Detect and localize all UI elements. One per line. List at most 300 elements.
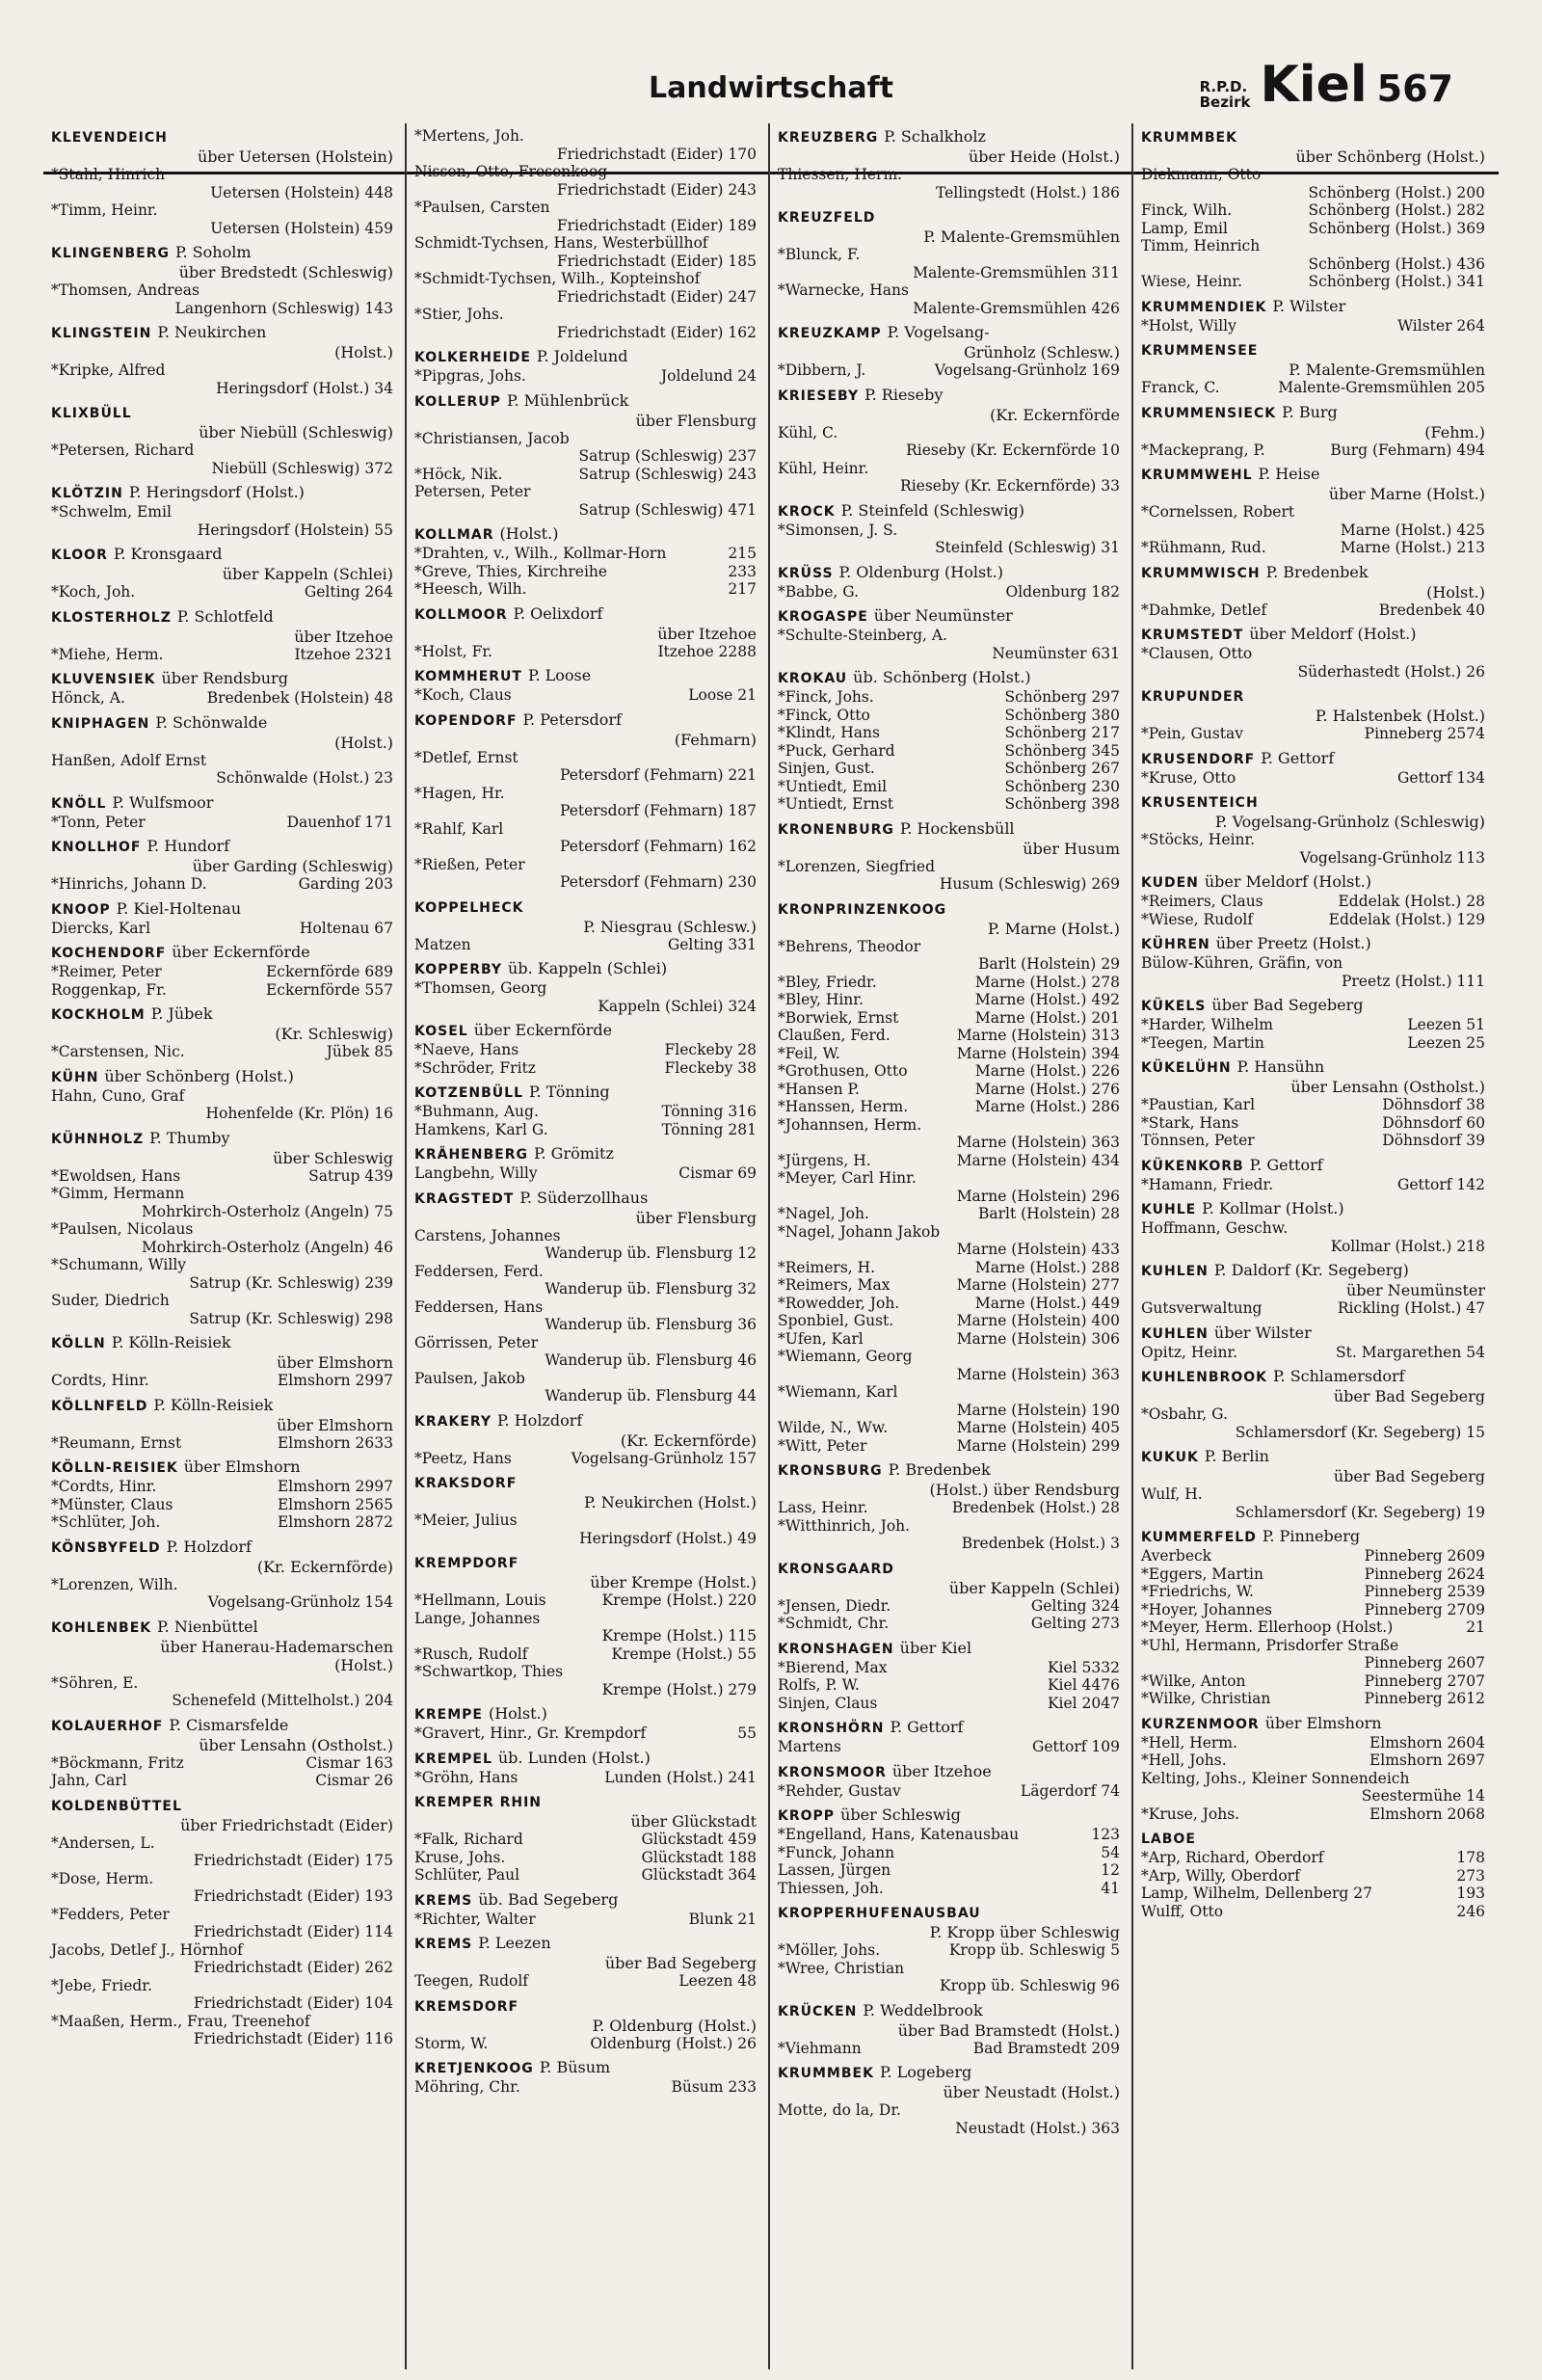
phone-exchange: Mohrkirch-Osterholz (Angeln) 46 bbox=[141, 1238, 393, 1256]
resident-name: *Koch, Claus bbox=[414, 686, 512, 704]
postal-route: P. Süderzollhaus bbox=[519, 1188, 649, 1207]
resident-name: Carstens, Johannes bbox=[414, 1226, 561, 1244]
resident-row bbox=[51, 184, 393, 202]
resident-row bbox=[778, 1826, 1120, 1844]
place-entry bbox=[1141, 1261, 1485, 1318]
place-heading bbox=[1141, 1057, 1485, 1078]
phone-exchange: Satrup (Kr. Schleswig) 239 bbox=[189, 1273, 393, 1292]
place-entry bbox=[1141, 1156, 1485, 1194]
phone-exchange: Wanderup üb. Flensburg 12 bbox=[545, 1244, 757, 1262]
resident-row bbox=[414, 270, 757, 288]
resident-row bbox=[414, 785, 757, 803]
place-entry bbox=[1141, 403, 1485, 460]
resident-row bbox=[51, 963, 393, 981]
place-name: KUDEN bbox=[1141, 875, 1199, 891]
place-name: KREMPEL bbox=[414, 1751, 492, 1767]
resident-row bbox=[51, 1256, 393, 1274]
directory-column bbox=[407, 123, 770, 2369]
resident-row bbox=[51, 1372, 393, 1390]
resident-name: Nissen, Otto, Fresenkoog bbox=[414, 163, 608, 180]
phone-exchange: Hohenfelde (Kr. Plön) 16 bbox=[205, 1105, 393, 1122]
place-name: KOSEL bbox=[414, 1024, 468, 1039]
place-name: KOPENDORF bbox=[414, 712, 518, 729]
place-name: KRUMMBEK bbox=[778, 2066, 874, 2081]
postal-route-line: über Niebüll (Schleswig) bbox=[199, 423, 393, 441]
place-heading bbox=[1141, 403, 1485, 423]
place-name: KUHLEN bbox=[1141, 1325, 1209, 1342]
resident-name: *Eggers, Martin bbox=[1141, 1564, 1263, 1583]
phone-exchange: Uetersen (Holstein) 459 bbox=[210, 219, 393, 237]
resident-row bbox=[51, 1220, 393, 1239]
place-heading bbox=[778, 1460, 1120, 1481]
place-heading bbox=[778, 2063, 1120, 2083]
resident-row bbox=[778, 645, 1120, 663]
resident-row bbox=[51, 1994, 393, 2013]
resident-row bbox=[51, 166, 393, 184]
place-heading bbox=[51, 607, 393, 628]
place-name: KRUMMBEK bbox=[1141, 130, 1237, 146]
resident-row bbox=[51, 1496, 393, 1514]
resident-name: Schlüter, Paul bbox=[414, 1866, 520, 1884]
place-name: KRONSMOOR bbox=[778, 1764, 887, 1780]
place-name: KROPPERHUFENAUSBAU bbox=[778, 1906, 981, 1921]
resident-name: Jahn, Carl bbox=[51, 1772, 127, 1789]
resident-name: *Stahl, Hinrich bbox=[51, 166, 166, 183]
place-heading bbox=[1141, 749, 1485, 769]
place-name: KNÖLL bbox=[51, 795, 107, 812]
resident-name: Hahn, Cuno, Graf bbox=[51, 1086, 185, 1105]
resident-row bbox=[51, 769, 393, 788]
phone-exchange: Satrup (Kr. Schleswig) 298 bbox=[189, 1309, 393, 1327]
place-entry bbox=[51, 483, 393, 539]
postal-route: P. Gettorf bbox=[1261, 748, 1335, 767]
place-heading bbox=[414, 1890, 757, 1911]
phone-exchange: Kiel 5332 bbox=[1047, 1658, 1120, 1676]
place-heading bbox=[51, 1457, 393, 1478]
resident-row bbox=[414, 749, 757, 767]
resident-row bbox=[1141, 317, 1485, 335]
postal-route: P. Weddelbrook bbox=[863, 2000, 983, 2019]
page-number: 567 bbox=[1376, 67, 1453, 110]
place-heading bbox=[778, 2001, 1120, 2021]
resident-name: Lange, Johannes bbox=[414, 1609, 541, 1627]
resident-name: *Rowedder, Joh. bbox=[778, 1294, 900, 1312]
resident-row bbox=[778, 875, 1120, 894]
postal-route: über Elmshorn bbox=[183, 1457, 301, 1476]
resident-row bbox=[778, 1134, 1120, 1152]
resident-name: *Söhren, E. bbox=[51, 1673, 139, 1692]
phone-exchange: 178 bbox=[1456, 1849, 1485, 1866]
place-entry bbox=[1141, 340, 1485, 397]
resident-row bbox=[778, 1295, 1120, 1313]
place-entry bbox=[778, 386, 1120, 495]
resident-row bbox=[778, 1045, 1120, 1063]
resident-name: *Mackeprang, P. bbox=[1141, 441, 1265, 459]
phone-exchange: Vogelsang-Grünholz 154 bbox=[207, 1593, 393, 1611]
resident-row bbox=[414, 580, 757, 599]
resident-name: Storm, W. bbox=[414, 2034, 489, 2052]
place-heading bbox=[1141, 934, 1485, 954]
resident-row bbox=[1141, 1547, 1485, 1565]
resident-name: *Miehe, Herm. bbox=[51, 645, 164, 663]
place-entry bbox=[778, 1559, 1120, 1633]
resident-name: *Nagel, Joh. bbox=[778, 1205, 869, 1222]
postal-route: P. Gettorf bbox=[890, 1718, 964, 1736]
resident-name: *Höck, Nik. bbox=[414, 465, 503, 483]
resident-name: *Wree, Christian bbox=[778, 1959, 905, 1977]
resident-row bbox=[1141, 539, 1485, 557]
phone-exchange: Bad Bramstedt 209 bbox=[972, 2039, 1120, 2057]
phone-exchange: Friedrichstadt (Eider) 189 bbox=[556, 216, 757, 234]
phone-exchange: Marne (Holstein) 434 bbox=[956, 1151, 1120, 1169]
place-name: KOLLMOOR bbox=[414, 606, 508, 623]
place-heading bbox=[51, 1004, 393, 1025]
resident-name: *Peetz, Hans bbox=[414, 1449, 512, 1467]
postal-route-line: über Bad Segeberg bbox=[1333, 1387, 1485, 1405]
phone-exchange: Bredenbek (Holst.) 3 bbox=[961, 1535, 1120, 1552]
place-entry bbox=[414, 1704, 757, 1743]
postal-route: P. Jübek bbox=[150, 1004, 213, 1023]
phone-exchange: Pinneberg 2624 bbox=[1364, 1564, 1485, 1583]
postal-route: P. Wulfsmoor bbox=[112, 792, 214, 812]
phone-exchange: Schönberg 217 bbox=[1004, 724, 1120, 741]
resident-row bbox=[414, 563, 757, 581]
resident-row bbox=[778, 1695, 1120, 1713]
phone-exchange: Eckernförde 557 bbox=[265, 980, 393, 999]
postal-route-line: über Neustadt (Holst.) bbox=[943, 2083, 1120, 2101]
postal-route: über Rendsburg bbox=[161, 669, 288, 687]
phone-exchange: Pinneberg 2612 bbox=[1364, 1690, 1485, 1707]
resident-row bbox=[1141, 503, 1485, 521]
resident-row bbox=[414, 1280, 757, 1298]
district-city: Kiel bbox=[1260, 56, 1368, 114]
postal-route-line: Grünholz (Schlesw.) bbox=[964, 343, 1120, 361]
postal-route: P. Burg bbox=[1282, 402, 1338, 421]
resident-row bbox=[778, 688, 1120, 707]
phone-exchange: Wilster 264 bbox=[1397, 316, 1485, 334]
place-name: KRIESEBY bbox=[778, 388, 860, 404]
phone-exchange: 193 bbox=[1456, 1885, 1485, 1902]
resident-row bbox=[778, 2120, 1120, 2138]
phone-exchange: Gelting 264 bbox=[304, 583, 393, 601]
resident-row bbox=[414, 1263, 757, 1281]
place-name: KOLAUERHOF bbox=[51, 1718, 164, 1734]
resident-name: *Falk, Richard bbox=[414, 1831, 523, 1848]
resident-name: *Gimm, Hermann bbox=[51, 1185, 185, 1202]
phone-exchange: Friedrichstadt (Eider) 247 bbox=[556, 287, 757, 306]
resident-row bbox=[51, 1478, 393, 1496]
resident-name: *Jensen, Diedr. bbox=[778, 1596, 891, 1615]
place-heading bbox=[51, 1796, 393, 1816]
resident-name: Lassen, Jürgen bbox=[778, 1861, 891, 1879]
postal-route: P. Cismarsfelde bbox=[169, 1715, 289, 1734]
resident-name: *Pipgras, Johs. bbox=[414, 367, 526, 385]
resident-row bbox=[1141, 1885, 1485, 1903]
postal-route-line: P. Vogelsang-Grünholz (Schleswig) bbox=[1214, 813, 1485, 831]
phone-exchange: Wanderup üb. Flensburg 32 bbox=[545, 1280, 757, 1297]
resident-name: *Hell, Johs. bbox=[1141, 1752, 1227, 1769]
phone-exchange: 233 bbox=[728, 562, 757, 580]
place-name: KOLDENBÜTTEL bbox=[51, 1798, 182, 1814]
resident-name: Teegen, Rudolf bbox=[414, 1972, 529, 1990]
resident-name: *Funck, Johann bbox=[778, 1843, 895, 1861]
place-name: KREUZKAMP bbox=[778, 326, 882, 341]
rpd-abbrev: R.P.D. bbox=[1199, 78, 1248, 95]
resident-name: Jacobs, Detlef J., Hörnhof bbox=[51, 1940, 243, 1959]
resident-name: *Hoyer, Johannes bbox=[1141, 1600, 1272, 1618]
place-entry bbox=[51, 607, 393, 664]
phone-exchange: Döhnsdorf 38 bbox=[1382, 1096, 1485, 1113]
resident-row bbox=[414, 1450, 757, 1468]
place-name: KUHLEN bbox=[1141, 1264, 1209, 1279]
postal-route: P. Wilster bbox=[1272, 296, 1346, 315]
postal-route: über Wilster bbox=[1213, 1323, 1312, 1342]
resident-row bbox=[1141, 1601, 1485, 1619]
resident-row bbox=[51, 1239, 393, 1257]
resident-row bbox=[414, 1645, 757, 1664]
resident-name: *Münster, Claus bbox=[51, 1495, 173, 1513]
place-name: KNOOP bbox=[51, 901, 111, 918]
page-header bbox=[0, 58, 1542, 120]
resident-name: *Jebe, Friedr. bbox=[51, 1976, 152, 1994]
phone-exchange: Neustadt (Holst.) 363 bbox=[955, 2119, 1120, 2137]
resident-row bbox=[414, 1911, 757, 1929]
place-name: KROKAU bbox=[778, 671, 848, 686]
phone-exchange: Schönberg 230 bbox=[1004, 777, 1120, 795]
place-heading bbox=[51, 127, 393, 147]
resident-name: Hönck, A. bbox=[51, 689, 125, 707]
place-name: KRAKSDORF bbox=[414, 1476, 518, 1491]
resident-name: *Cornelssen, Robert bbox=[1141, 503, 1295, 521]
place-entry bbox=[51, 899, 393, 938]
postal-route: P. Grömitz bbox=[533, 1144, 614, 1163]
resident-name: *Dose, Herm. bbox=[51, 1869, 154, 1887]
resident-row bbox=[51, 1887, 393, 1906]
resident-row bbox=[1141, 911, 1485, 929]
resident-row bbox=[414, 1334, 757, 1352]
place-entry bbox=[1141, 563, 1485, 620]
resident-name: *Meier, Julius bbox=[414, 1511, 518, 1529]
postal-route-line: über Flensburg bbox=[635, 411, 757, 430]
postal-route-line: (Fehmarn) bbox=[674, 730, 757, 749]
resident-row bbox=[778, 1223, 1120, 1242]
resident-name: Kruse, Johs. bbox=[414, 1848, 506, 1866]
place-heading bbox=[1141, 1324, 1485, 1344]
phone-exchange: Marne (Holstein) 405 bbox=[956, 1419, 1120, 1436]
resident-row bbox=[778, 1517, 1120, 1536]
phone-exchange: Marne (Holstein) 296 bbox=[956, 1187, 1120, 1205]
resident-name: *Fedders, Peter bbox=[51, 1905, 170, 1923]
resident-name: *Finck, Johs. bbox=[778, 688, 874, 706]
place-entry bbox=[778, 1718, 1120, 1756]
phone-exchange: Leezen 25 bbox=[1407, 1033, 1485, 1052]
phone-exchange: Friedrichstadt (Eider) 116 bbox=[193, 2030, 393, 2047]
postal-route: P. Oldenburg (Holst.) bbox=[838, 562, 1003, 581]
place-entry bbox=[414, 1021, 757, 1077]
resident-row bbox=[778, 1977, 1120, 1995]
place-heading bbox=[1141, 297, 1485, 317]
postal-route-line: P. Kropp über Schleswig bbox=[929, 1923, 1120, 1941]
resident-row bbox=[778, 1188, 1120, 1206]
resident-row bbox=[414, 447, 757, 466]
place-name: KÜHNHOLZ bbox=[51, 1131, 145, 1147]
postal-route: P. Daldorf (Kr. Segeberg) bbox=[1213, 1261, 1409, 1279]
place-entry bbox=[414, 1144, 757, 1183]
resident-name: Feddersen, Ferd. bbox=[414, 1262, 544, 1280]
phone-exchange: Heringsdorf (Holst.) 49 bbox=[579, 1529, 757, 1547]
phone-exchange: 12 bbox=[1101, 1861, 1120, 1879]
phone-exchange: Marne (Holstein) 394 bbox=[956, 1044, 1120, 1062]
resident-row bbox=[414, 1164, 757, 1183]
resident-name: *Schwelm, Emil bbox=[51, 503, 172, 521]
place-name: KROPP bbox=[778, 1808, 836, 1824]
resident-name: *Nagel, Johann Jakob bbox=[778, 1222, 941, 1241]
resident-name: *Puck, Gerhard bbox=[778, 741, 895, 760]
phone-exchange: Marne (Holst.) 226 bbox=[974, 1062, 1120, 1080]
place-heading bbox=[778, 323, 1120, 343]
resident-name: *Cordts, Hinr. bbox=[51, 1478, 157, 1495]
resident-name: *Böckmann, Fritz bbox=[51, 1753, 184, 1772]
place-heading bbox=[414, 1749, 757, 1769]
resident-name: Opitz, Heinr. bbox=[1141, 1343, 1238, 1361]
resident-row bbox=[778, 1880, 1120, 1898]
place-entry bbox=[414, 127, 757, 341]
place-heading bbox=[778, 207, 1120, 227]
postal-route-line: über Hanerau-Hademarschen bbox=[160, 1637, 393, 1656]
place-name: KRONPRINZENKOOG bbox=[778, 901, 947, 918]
resident-name: Hanßen, Adolf Ernst bbox=[51, 751, 207, 769]
place-heading bbox=[778, 563, 1120, 583]
resident-row bbox=[1141, 1654, 1485, 1672]
resident-name: *Buhmann, Aug. bbox=[414, 1103, 539, 1120]
place-heading bbox=[414, 1704, 757, 1725]
postal-route-line: über Husum bbox=[1023, 839, 1120, 858]
resident-row bbox=[1141, 663, 1485, 682]
resident-row bbox=[1141, 441, 1485, 460]
resident-name: *Rießen, Peter bbox=[414, 855, 525, 873]
phone-exchange: Süderhastedt (Holst.) 26 bbox=[1297, 662, 1485, 681]
phone-exchange: Marne (Holst.) 276 bbox=[974, 1080, 1120, 1098]
postal-route: P. Joldelund bbox=[536, 347, 628, 365]
place-entry bbox=[414, 1934, 757, 1991]
phone-exchange: Marne (Holstein) 433 bbox=[956, 1241, 1120, 1258]
phone-exchange: Lunden (Holst.) 241 bbox=[604, 1768, 757, 1786]
place-entry bbox=[51, 1538, 393, 1612]
postal-route-line: über Itzehoe bbox=[657, 624, 757, 643]
phone-exchange: Barlt (Holstein) 28 bbox=[977, 1205, 1120, 1222]
phone-exchange: Schönberg (Holst.) 341 bbox=[1308, 273, 1485, 290]
place-name: KREMS bbox=[414, 1892, 473, 1909]
resident-row bbox=[414, 163, 757, 181]
postal-route-line: über Marne (Holst.) bbox=[1328, 485, 1485, 503]
postal-route-line: über Uetersen (Holstein) bbox=[197, 147, 393, 166]
place-entry bbox=[778, 1903, 1120, 1995]
resident-name: *Tonn, Peter bbox=[51, 813, 146, 831]
resident-name: Roggenkap, Fr. bbox=[51, 980, 167, 999]
postal-route: P. Loose bbox=[527, 666, 592, 684]
phone-exchange: 54 bbox=[1101, 1843, 1120, 1861]
phone-exchange: Gelting 273 bbox=[1030, 1615, 1120, 1632]
resident-row bbox=[778, 974, 1120, 992]
place-heading bbox=[1141, 1261, 1485, 1281]
resident-name: Feddersen, Hans bbox=[414, 1297, 544, 1316]
place-name: KOTZENBÜLL bbox=[414, 1085, 523, 1101]
phone-exchange: Neumünster 631 bbox=[992, 644, 1120, 662]
resident-row bbox=[51, 1852, 393, 1870]
place-entry bbox=[1141, 872, 1485, 928]
place-name: KLEVENDEICH bbox=[51, 130, 168, 146]
phone-exchange: Burg (Fehmarn) 494 bbox=[1330, 441, 1485, 459]
resident-name: *Paustian, Karl bbox=[1141, 1096, 1256, 1113]
place-entry bbox=[1141, 792, 1485, 867]
resident-row bbox=[1141, 954, 1485, 973]
directory-column bbox=[770, 123, 1133, 2369]
resident-row bbox=[1141, 1176, 1485, 1194]
resident-name: *Stark, Hans bbox=[1141, 1113, 1239, 1132]
resident-row bbox=[778, 1241, 1120, 1259]
phone-exchange: Petersdorf (Fehmarn) 187 bbox=[560, 802, 757, 819]
place-name: KRETJENKOOG bbox=[414, 2061, 534, 2076]
place-heading bbox=[1141, 792, 1485, 813]
resident-name: Martens bbox=[778, 1738, 841, 1755]
place-entry bbox=[1141, 934, 1485, 990]
resident-row bbox=[1141, 1805, 1485, 1824]
resident-name: Lamp, Emil bbox=[1141, 219, 1228, 237]
place-entry bbox=[414, 1473, 757, 1547]
postal-route-line: P. Oldenburg (Holst.) bbox=[592, 2016, 757, 2035]
resident-row bbox=[51, 752, 393, 770]
phone-exchange: Kiel 4476 bbox=[1047, 1676, 1120, 1694]
resident-row bbox=[778, 1597, 1120, 1616]
postal-route-line: über Bad Segeberg bbox=[604, 1954, 757, 1972]
phone-exchange: Tönning 281 bbox=[661, 1120, 757, 1138]
postal-route-line: P. Niesgrau (Schlesw.) bbox=[583, 917, 757, 936]
place-name: KRUMSTEDT bbox=[1141, 628, 1244, 643]
resident-row bbox=[1141, 1618, 1485, 1637]
resident-row bbox=[51, 875, 393, 894]
resident-row bbox=[51, 503, 393, 521]
postal-route-line: (Kr. Eckernförde bbox=[990, 405, 1120, 424]
resident-name: *Ewoldsen, Hans bbox=[51, 1166, 181, 1185]
resident-name: *Lorenzen, Siegfried bbox=[778, 857, 935, 875]
resident-row bbox=[778, 441, 1120, 460]
place-name: KURZENMOOR bbox=[1141, 1716, 1260, 1732]
directory-columns bbox=[43, 123, 1499, 2369]
resident-name: Möhring, Chr. bbox=[414, 2078, 520, 2096]
place-entry bbox=[51, 127, 393, 237]
phone-exchange: 41 bbox=[1101, 1879, 1120, 1897]
resident-name: *Babbe, G. bbox=[778, 582, 860, 601]
place-entry bbox=[414, 897, 757, 954]
phone-exchange: Tellingstedt (Holst.) 186 bbox=[935, 183, 1120, 201]
resident-name: Lamp, Wilhelm, Dellenberg 27 bbox=[1141, 1885, 1372, 1902]
resident-name: *Jürgens, H. bbox=[778, 1151, 871, 1169]
place-heading bbox=[51, 243, 393, 263]
place-name: KRONSBURG bbox=[778, 1463, 883, 1479]
resident-row bbox=[51, 1692, 393, 1710]
resident-row bbox=[778, 300, 1120, 318]
resident-name: *Möller, Johs. bbox=[778, 1941, 881, 1959]
postal-route: P. Heise bbox=[1258, 465, 1320, 483]
place-name: KREMS bbox=[414, 1937, 473, 1952]
phone-exchange: Blunk 21 bbox=[688, 1910, 757, 1928]
resident-row bbox=[1141, 237, 1485, 255]
place-name: KRUMMWISCH bbox=[1141, 565, 1261, 581]
phone-exchange: Schönberg 267 bbox=[1004, 760, 1120, 777]
place-entry bbox=[1141, 1367, 1485, 1441]
resident-name: *Hagen, Hr. bbox=[414, 784, 505, 802]
resident-row bbox=[778, 166, 1120, 184]
